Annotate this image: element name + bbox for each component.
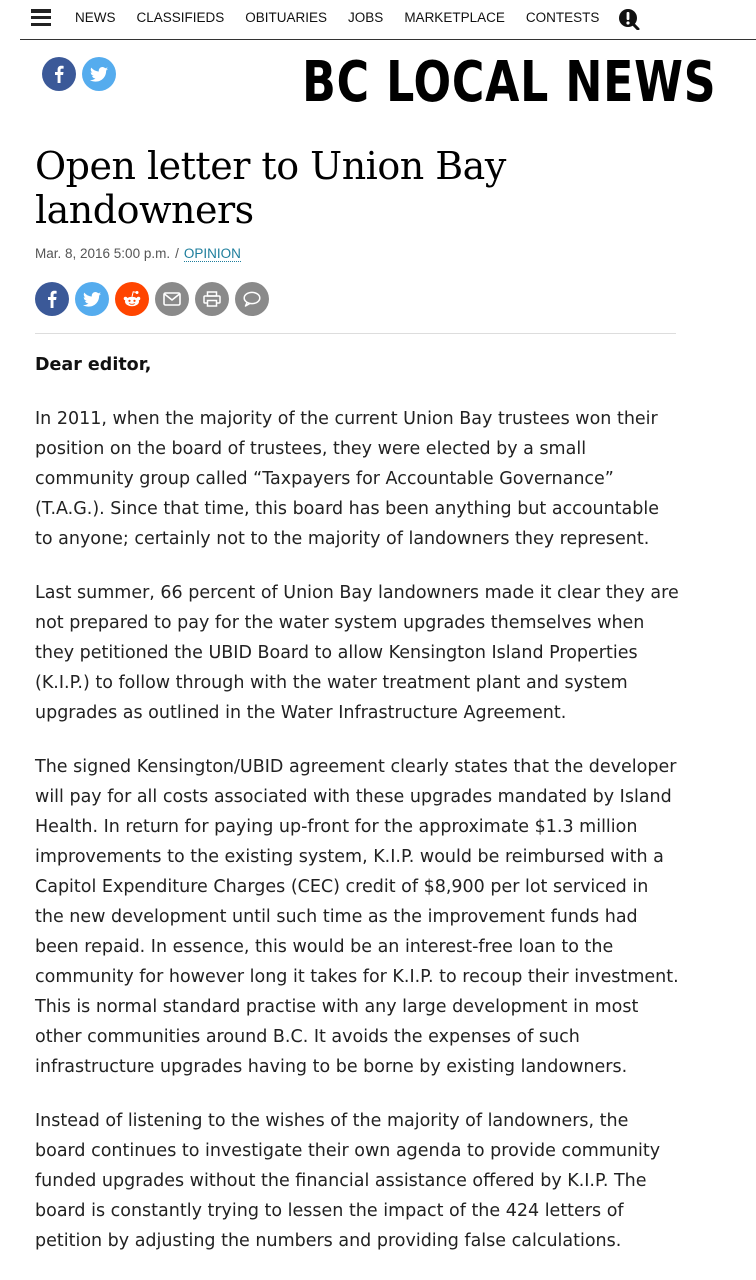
- reddit-icon: [122, 290, 142, 308]
- article-paragraph: In 2011, when the majority of the current Union Bay trustees won their position on the board of trustees, they were elected by a small community group called “Taxpayers for Accountable Governance” (T.A.G.). Since that time, this board has been anything but accountable to anyone; certainly not to the majority of landowners they represent.: [35, 409, 660, 549]
- print-icon: [203, 291, 221, 307]
- nav-item-jobs[interactable]: JOBS: [348, 10, 384, 25]
- nav-item-classifieds[interactable]: CLASSIFIEDS: [136, 10, 225, 25]
- comments-button[interactable]: [235, 282, 269, 316]
- nav-item-obituaries[interactable]: OBITUARIES: [245, 10, 328, 25]
- article-meta: [35, 246, 241, 261]
- share-email-button[interactable]: [155, 282, 189, 316]
- nav-links: [75, 10, 620, 25]
- article-paragraph: The signed Kensington/UBID agreement clearly states that the developer will pay for all costs associated with these upgrades mandated by Island Health. In return for paying up-front for the approximate $1.3 million improvements to the existing system, K.I.P. would be reimbursed with a Capitol Expenditure Charges (CEC) credit of $8,900 per lot serviced in the new development until such time as the improvement funds had been repaid. In essence, this would be an interest-free loan to the community for however long it takes for K.I.P. to recoup their investment. This is normal standard practise with any large development in most other communities around B.C. It avoids the expenses of such infrastructure upgrades having to be borne by existing landowners.: [35, 757, 679, 1077]
- site-logo[interactable]: BC LOCAL NEWS: [301, 50, 716, 115]
- nav-item-news[interactable]: NEWS: [75, 10, 116, 25]
- facebook-icon: [52, 65, 66, 83]
- header-twitter-button[interactable]: [82, 57, 116, 91]
- header-facebook-button[interactable]: [42, 57, 76, 91]
- twitter-icon: [83, 292, 101, 307]
- nav-item-marketplace[interactable]: MARKETPLACE: [404, 10, 505, 25]
- article-paragraph: Instead of listening to the wishes of the majority of landowners, the board continues to investigate their own agenda to provide community funded upgrades without the financial assistance offered by K.I.P. The board is constantly trying to lessen the impact of the 424 letters of petition by adjusting the numbers and providing false calculations.: [35, 1111, 661, 1251]
- category-link[interactable]: OPINION: [183, 246, 241, 261]
- share-divider: [35, 333, 676, 334]
- share-reddit-button[interactable]: [115, 282, 149, 316]
- article-body: [35, 350, 680, 1280]
- facebook-icon: [45, 290, 59, 308]
- article-date: Mar. 8, 2016 5:00 p.m.: [35, 246, 171, 261]
- meta-separator: /: [175, 246, 179, 261]
- top-nav: [20, 0, 756, 40]
- alert-icon[interactable]: [618, 8, 640, 30]
- article-salutation: Dear editor,: [35, 355, 152, 375]
- article-paragraph: Last summer, 66 percent of Union Bay landowners made it clear they are not prepared to pay for the water system upgrades themselves when they petitioned the UBID Board to allow Kensington Island Properties (K.I.P.) to follow through with the water treatment plant and system upgrades as outlined in the Water Infrastructure Agreement.: [35, 583, 679, 723]
- print-button[interactable]: [195, 282, 229, 316]
- menu-icon[interactable]: [31, 9, 51, 26]
- comment-icon: [243, 291, 261, 307]
- twitter-icon: [90, 67, 108, 82]
- email-icon: [163, 292, 181, 306]
- share-facebook-button[interactable]: [35, 282, 69, 316]
- nav-item-contests[interactable]: CONTESTS: [525, 10, 600, 25]
- article-title: Open letter to Union Bay landowners: [35, 144, 506, 232]
- share-twitter-button[interactable]: [75, 282, 109, 316]
